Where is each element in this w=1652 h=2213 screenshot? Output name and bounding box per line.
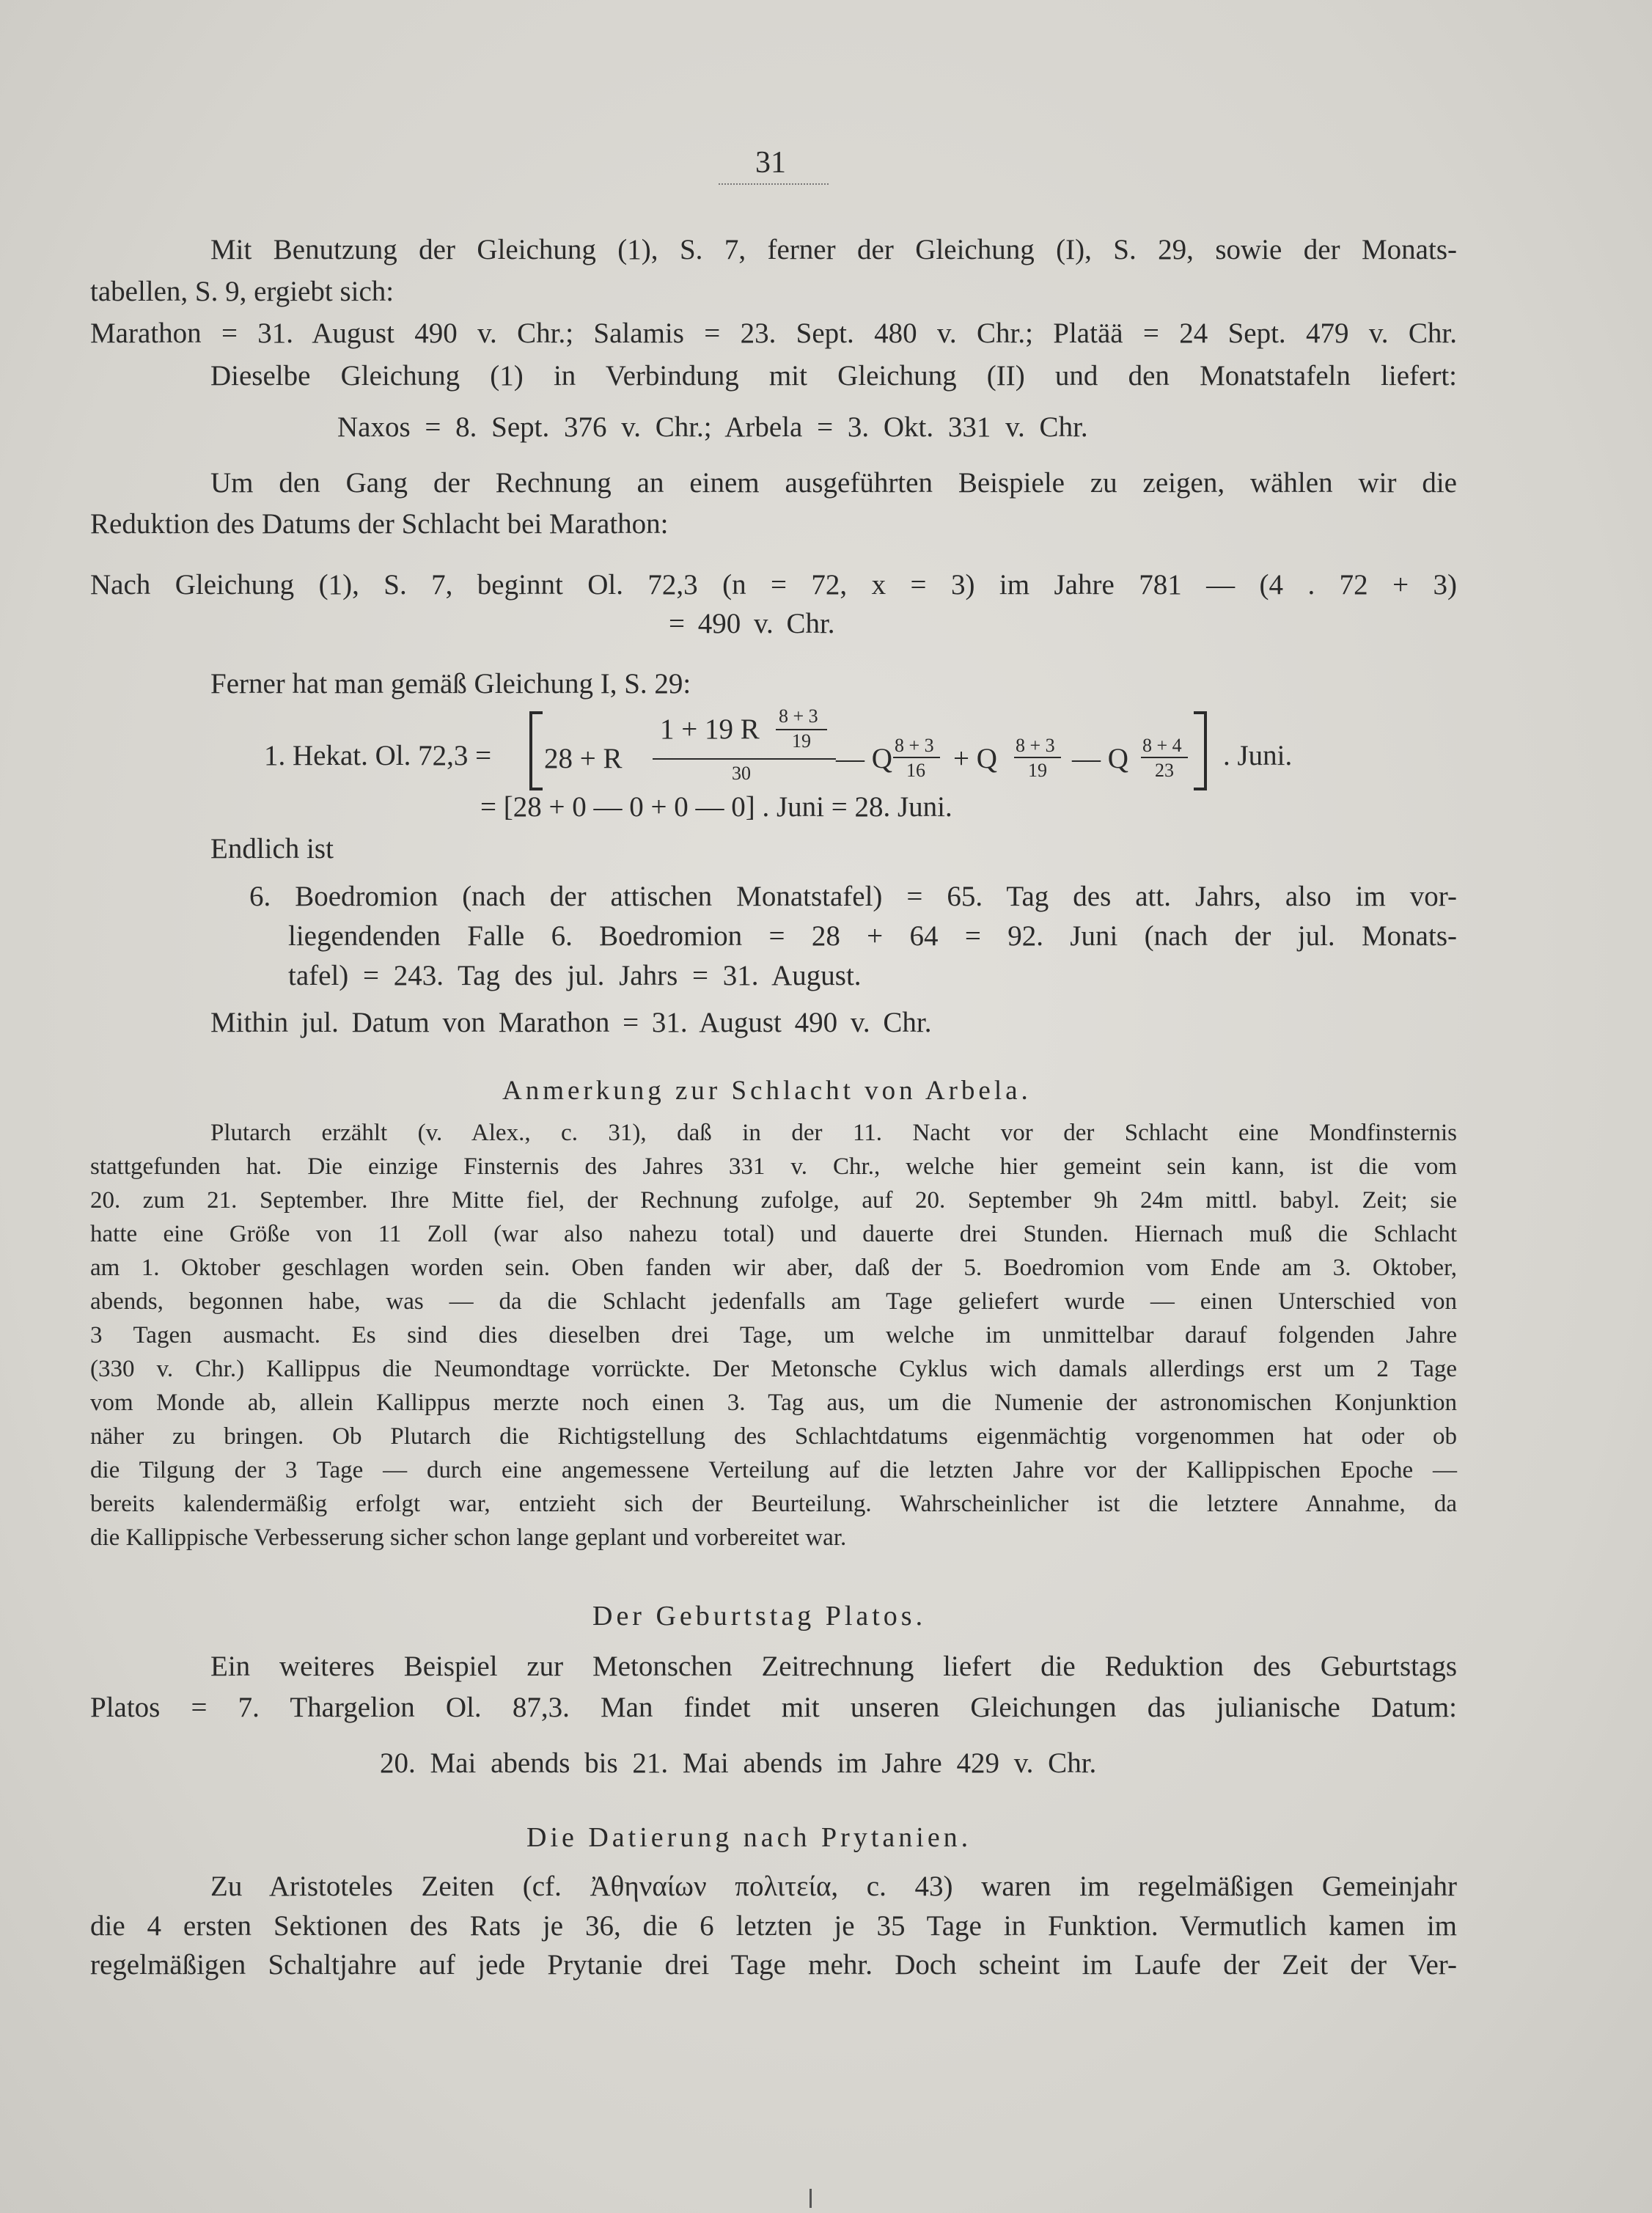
anmerkung-line: (330 v. Chr.) Kallippus die Neumondtage vorrückte. Der Metonsche Cyklus wich damals allerdings erst um 2 Tage	[90, 1356, 1457, 1382]
formula-q3-top: 8 + 4	[1142, 735, 1182, 756]
intro-line-2: tabellen, S. 9, ergiebt sich:	[90, 276, 394, 307]
formula-q2-bot: 19	[1028, 760, 1047, 781]
formula-q3: — Q	[1072, 743, 1128, 774]
intro-line-9: = 490 v. Chr.	[669, 608, 835, 639]
formula-q1-top: 8 + 3	[895, 735, 934, 756]
anmerkung-line: näher zu bringen. Ob Plutarch die Richtigstellung des Schlachtdatums eigenmächtig vorgenommen hat oder ob	[90, 1423, 1457, 1450]
intro-line-6: Um den Gang der Rechnung an einem ausgeführten Beispiele zu zeigen, wählen wir die	[210, 467, 1457, 499]
page-number: 31	[755, 146, 786, 180]
anmerkung-line: stattgefunden hat. Die einzige Finsternis des Jahres 331 v. Chr., welche hier gemeint sein kann, ist die vom	[90, 1153, 1457, 1180]
formula-bracket-right	[1194, 711, 1207, 790]
intro-line-8: Nach Gleichung (1), S. 7, beginnt Ol. 72,3 (n = 72, x = 3) im Jahre 781 — (4 . 72 + 3)	[90, 569, 1457, 601]
anmerkung-line: vom Monde ab, allein Kallippus merzte noch einen 3. Tag aus, um die Numenie der astronomischen Konjunktion	[90, 1390, 1457, 1416]
intro-line-10: Ferner hat man gemäß Gleichung I, S. 29:	[210, 668, 691, 700]
anmerkung-line: abends, begonnen habe, was — da die Schlacht jedenfalls am Tage geliefert wurde — einen Unterschied von	[90, 1288, 1457, 1315]
endlich-line-5: Mithin jul. Datum von Marathon = 31. August 490 v. Chr.	[210, 1007, 932, 1038]
geburtstag-line-2: Platos = 7. Thargelion Ol. 87,3. Man findet mit unseren Gleichungen das julianische Datum:	[90, 1692, 1457, 1723]
anmerkung-line: Plutarch erzählt (v. Alex., c. 31), daß in der 11. Nacht vor der Schlacht eine Mondfinsternis	[210, 1120, 1457, 1146]
intro-line-4: Dieselbe Gleichung (1) in Verbindung mit Gleichung (II) und den Monatstafeln liefert:	[210, 360, 1457, 392]
anmerkung-line: 20. zum 21. September. Ihre Mitte fiel, der Rechnung zufolge, auf 20. September 9h 24m mittl. babyl. Zeit; sie	[90, 1187, 1457, 1214]
anmerkung-line: die Kallippische Verbesserung sicher schon lange geplant und vorbereitet war.	[90, 1524, 847, 1551]
page-number-underline	[719, 183, 829, 185]
formula-numerator-sup-bot: 19	[792, 730, 811, 752]
prytanien-line-1: Zu Aristoteles Zeiten (cf. Ἀθηναίων πολιτεία, c. 43) waren im regelmäßigen Gemeinjahr	[210, 1871, 1457, 1902]
formula-term-28: 28 + R	[544, 743, 623, 774]
formula-rhs: . Juni.	[1223, 740, 1293, 771]
prytanien-heading: Die Datierung nach Prytanien.	[526, 1822, 972, 1853]
prytanien-line-3: regelmäßigen Schaltjahre auf jede Prytanie drei Tage mehr. Doch scheint im Laufe der Zeit der Ver-	[90, 1949, 1457, 1981]
geburtstag-line-1: Ein weiteres Beispiel zur Metonschen Zeitrechnung liefert die Reduktion des Geburtstags	[210, 1651, 1457, 1682]
formula-q3-line	[1141, 757, 1188, 758]
anmerkung-line: hatte eine Größe von 11 Zoll (war also nahezu total) und dauerte drei Stunden. Hiernach muß die Schlacht	[90, 1221, 1457, 1247]
formula-q2-top: 8 + 3	[1016, 735, 1055, 756]
formula-denominator: 30	[732, 763, 751, 784]
endlich-line-1: Endlich ist	[210, 833, 334, 865]
intro-line-1: Mit Benutzung der Gleichung (1), S. 7, ferner der Gleichung (I), S. 29, sowie der Monats-	[210, 234, 1457, 265]
formula-q1-bot: 16	[906, 760, 925, 781]
anmerkung-line: bereits kalendermäßig erfolgt war, entzieht sich der Beurteilung. Wahrscheinlicher ist die letztere Annahme, da	[90, 1491, 1457, 1517]
geburtstag-line-3: 20. Mai abends bis 21. Mai abends im Jahre 429 v. Chr.	[380, 1747, 1097, 1779]
formula-numerator-sup-top: 8 + 3	[779, 705, 818, 727]
scan-speck	[810, 2189, 812, 2208]
formula-q1: — Q	[836, 743, 892, 774]
endlich-line-2: 6. Boedromion (nach der attischen Monatstafel) = 65. Tag des att. Jahrs, also im vor-	[249, 881, 1457, 912]
anmerkung-line: 3 Tagen ausmacht. Es sind dies dieselben drei Tage, um welche im unmittelbar darauf folgenden Jahre	[90, 1322, 1457, 1348]
formula-line-2: = [28 + 0 — 0 + 0 — 0] . Juni = 28. Juni.	[480, 791, 952, 823]
formula-q2-line	[1014, 757, 1061, 758]
geburtstag-heading: Der Geburtstag Platos.	[592, 1601, 927, 1632]
intro-line-7: Reduktion des Datums der Schlacht bei Marathon:	[90, 508, 669, 540]
endlich-line-3: liegendenden Falle 6. Boedromion = 28 + 64 = 92. Juni (nach der jul. Monats-	[288, 920, 1457, 952]
formula-bracket-left	[529, 711, 543, 790]
prytanien-line-2: die 4 ersten Sektionen des Rats je 36, die 6 letzten je 35 Tage in Funktion. Vermutlich kamen im	[90, 1910, 1457, 1942]
formula-q2: + Q	[953, 743, 997, 774]
formula-main-fraction-line	[653, 758, 836, 760]
formula-q1-line	[893, 757, 940, 758]
anmerkung-line: am 1. Oktober geschlagen worden sein. Oben fanden wir aber, daß der 5. Boedromion vom Ende am 3. Oktober,	[90, 1255, 1457, 1281]
formula-numerator: 1 + 19 R	[660, 713, 760, 745]
intro-line-3: Marathon = 31. August 490 v. Chr.; Salamis = 23. Sept. 480 v. Chr.; Platää = 24 Sept. 479 v. Chr.	[90, 318, 1457, 349]
endlich-line-4: tafel) = 243. Tag des jul. Jahrs = 31. August.	[288, 960, 862, 991]
formula-lhs: 1. Hekat. Ol. 72,3 =	[264, 740, 492, 771]
formula-q3-bot: 23	[1155, 760, 1174, 781]
intro-line-5: Naxos = 8. Sept. 376 v. Chr.; Arbela = 3. Okt. 331 v. Chr.	[337, 411, 1088, 443]
anmerkung-line: die Tilgung der 3 Tage — durch eine angemessene Verteilung auf die letzten Jahre vor der Kallippischen Epoche —	[90, 1457, 1457, 1483]
anmerkung-heading: Anmerkung zur Schlacht von Arbela.	[502, 1076, 1032, 1106]
